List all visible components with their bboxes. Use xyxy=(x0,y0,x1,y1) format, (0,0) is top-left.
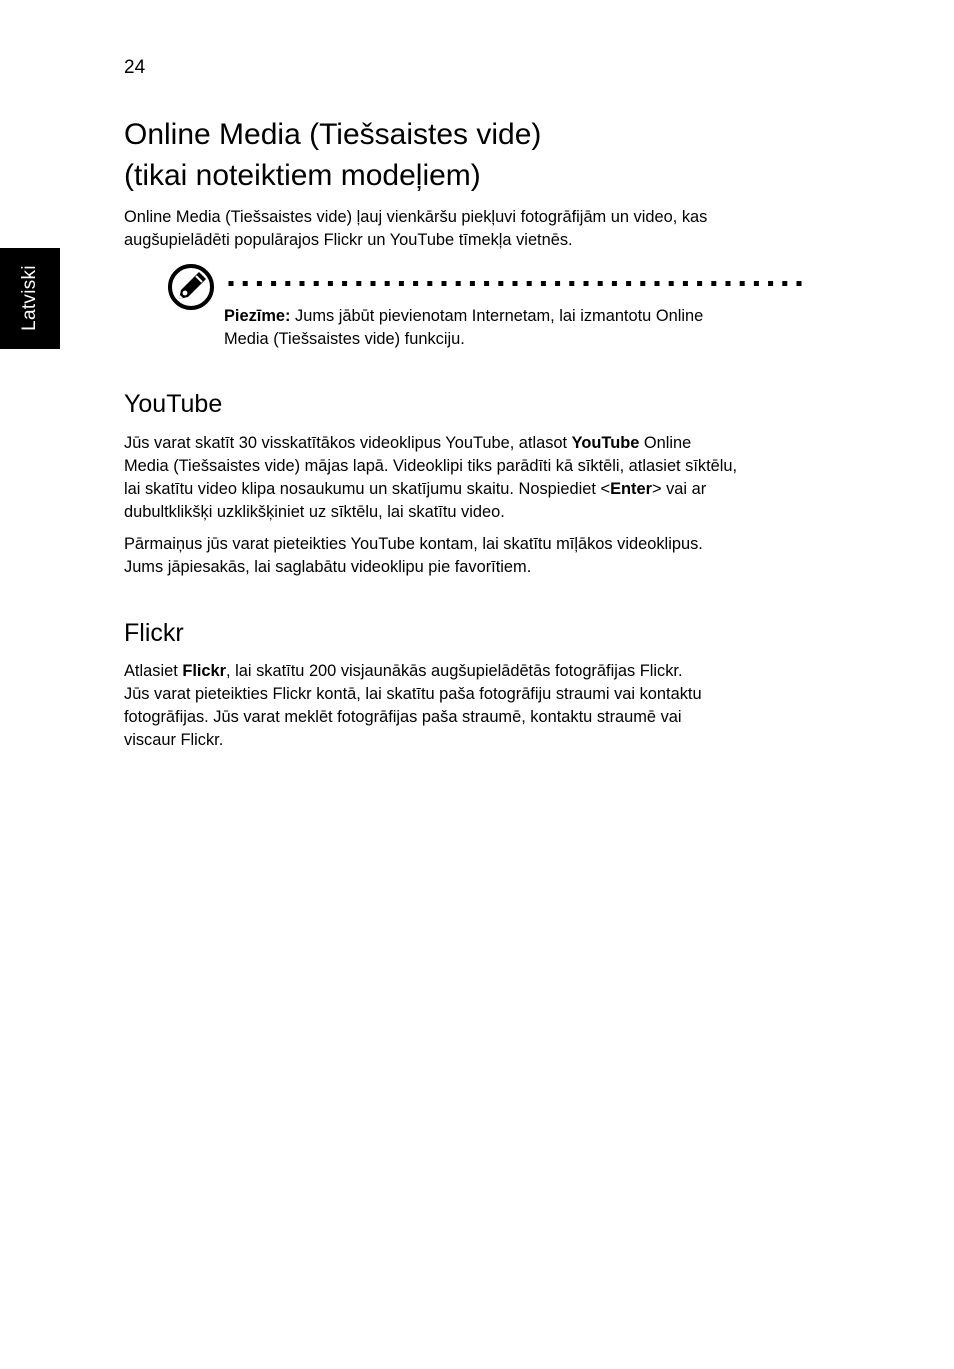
intro-line-2: augšupielādēti populārajos Flickr un YouTube tīmekļa vietnēs. xyxy=(124,231,573,249)
youtube-heading: YouTube xyxy=(124,390,223,418)
flickr-heading: Flickr xyxy=(124,619,184,647)
youtube-paragraph-1 xyxy=(124,432,814,524)
youtube-p2-line-1: Pārmaiņus jūs varat pieteikties YouTube kontam, lai skatītu mīļākos videoklipus. xyxy=(124,535,703,553)
flickr-line-1-a: Atlasiet xyxy=(124,662,183,680)
youtube-paragraph-2 xyxy=(124,533,814,579)
youtube-p1-line-3-c: > vai ar xyxy=(651,480,707,498)
youtube-p1-line-1 xyxy=(124,432,814,455)
flickr-line-2: Jūs varat pieteikties Flickr kontā, lai skatītu paša fotogrāfiju straumi vai kontaktu xyxy=(124,685,702,703)
intro-line-1: Online Media (Tiešsaistes vide) ļauj vienkāršu piekļuvi fotogrāfijām un video, kas xyxy=(124,208,708,226)
side-tab-label: Latviski xyxy=(19,265,40,331)
youtube-p1-line-2: Media (Tiešsaistes vide) mājas lapā. Videoklipi tiks parādīti kā sīktēli, atlasiet sīktēlu, xyxy=(124,457,738,475)
note-line-1-text: Jums jābūt pievienotam Internetam, lai izmantotu Online xyxy=(290,307,704,325)
flickr-line-1-c: , lai skatītu 200 visjaunākās augšupielādētās fotogrāfijas Flickr. xyxy=(226,662,683,680)
flickr-line-4: viscaur Flickr. xyxy=(124,731,224,749)
youtube-p1-line-1-c: Online xyxy=(639,434,692,452)
flickr-line-3: fotogrāfijas. Jūs varat meklēt fotogrāfijas paša straumē, kontaktu straumē vai xyxy=(124,708,682,726)
youtube-p1-line-3-a: lai skatītu video klipa nosaukumu un skatījumu skaitu. Nospiediet < xyxy=(124,480,611,498)
youtube-p1-line-3 xyxy=(124,478,814,501)
youtube-bold-term: YouTube xyxy=(571,434,640,452)
page-title-line-1: Online Media (Tiešsaistes vide) xyxy=(124,118,542,151)
page-title xyxy=(124,114,541,196)
flickr-line-1 xyxy=(124,660,814,683)
flickr-paragraph xyxy=(124,660,814,752)
page-title-line-2: (tikai noteiktiem modeļiem) xyxy=(124,159,481,192)
flickr-bold-term: Flickr xyxy=(182,662,227,680)
youtube-p1-line-1-a: Jūs varat skatīt 30 visskatītākos videoklipus YouTube, atlasot xyxy=(124,434,572,452)
youtube-p2-line-2: Jums jāpiesakās, lai saglabātu videoklipu pie favorītiem. xyxy=(124,558,532,576)
youtube-p1-line-4: dubultklikšķi uzklikšķiniet uz sīktēlu, lai skatītu video. xyxy=(124,503,505,521)
note-dotted-rule xyxy=(226,281,810,286)
note-pen-icon xyxy=(166,262,216,312)
note-line-2: Media (Tiešsaistes vide) funkciju. xyxy=(224,330,465,348)
page-number: 24 xyxy=(124,57,146,78)
note-label: Piezīme: xyxy=(224,307,291,325)
intro-paragraph xyxy=(124,206,814,252)
note-text xyxy=(224,305,814,351)
side-language-tab xyxy=(0,248,60,349)
note-line-1 xyxy=(224,305,814,328)
enter-key-term: Enter xyxy=(610,480,652,498)
